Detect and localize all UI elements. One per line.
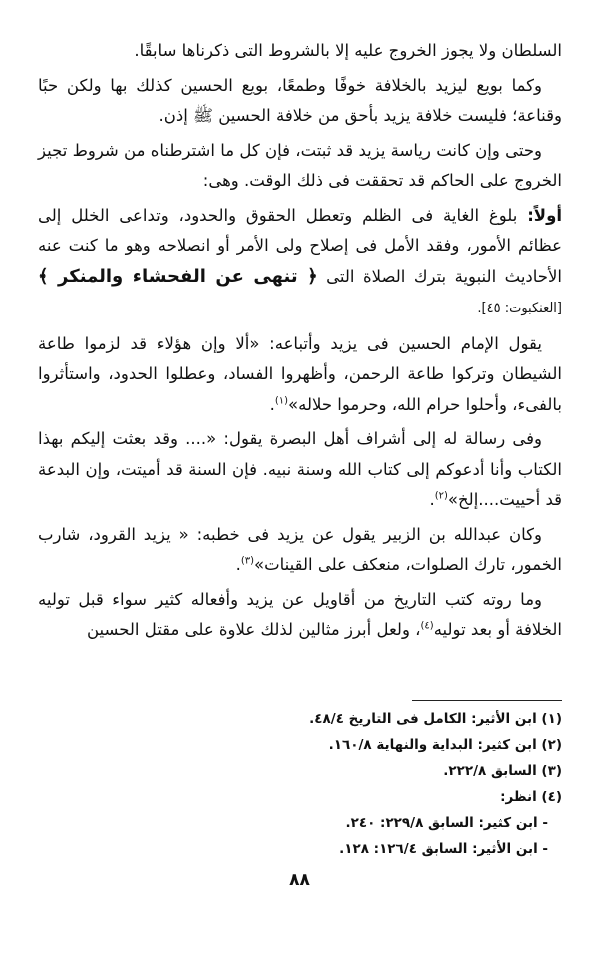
zubair-text: وكان عبدالله بن الزبير يقول عن يزيد فى خطبه: « يزيد القرود، شارب الخمور، تارك الصلوات، منعكف على القينات»: [38, 524, 562, 574]
history-text-1: وما روته كتب التاريخ من أقاويل عن يزيد وأفعاله كثير سواء قبل توليه الخلافة أو بعد توليه: [38, 589, 562, 639]
period: .: [429, 490, 435, 509]
period: .: [269, 394, 275, 414]
basra-letter-text: وفى رسالة له إلى أشراف أهل البصرة يقول: «.... وقد بعثت إليكم بهذا الكتاب وأنا أدعوكم إلى كتاب الله وسنة نبيه. فإن السنة قد أميتت، وإن البدعة قد أحييت....إلخ»: [38, 429, 562, 509]
footnote-marker-4: (٤): [420, 620, 434, 632]
footnotes: [38, 706, 562, 862]
footnote-divider: [412, 700, 562, 701]
hussein-quote-text: يقول الإمام الحسين فى يزيد وأتباعه: «ألا وإن هؤلاء قد لزموا طاعة الشيطان وتركوا طاعة الرحمن، وأظهروا الفساد، وعطلوا الحدود، واستأثروا بالفىء، وأحلوا حرام الله، وحرموا حلاله»: [38, 333, 562, 414]
paragraph-history-books: [38, 585, 562, 646]
paragraph-first-condition: [38, 201, 562, 325]
period: .: [235, 555, 241, 574]
paragraph-continuation: السلطان ولا يجوز الخروج عليه إلا بالشروط التى ذكرناها سابقًا.: [134, 41, 562, 60]
paragraph-zubair: [38, 520, 562, 581]
footnote-1: (١) ابن الأثير: الكامل فى التاريخ ٤٨/٤.: [309, 711, 562, 727]
footnote-4: (٤) انظر:: [500, 789, 562, 805]
footnote-4-sub-1: - ابن كثير: السابق ٢٢٩/٨: ٢٤٠.: [345, 815, 548, 831]
first-label: أولاً:: [527, 205, 562, 225]
paragraph-hussein-quote: [38, 329, 562, 421]
footnote-2: (٢) ابن كثير: البداية والنهاية ١٦٠/٨.: [328, 737, 562, 753]
footnote-3: (٣) السابق ٢٢٢/٨.: [443, 763, 562, 779]
first-text: بلوغ الغاية فى الظلم وتعطل الحقوق والحدود، وتداعى الخلل إلى عظائم الأمور، وفقد الأمل فى إصلاح ولى الأمر أو انصلاحه وهو ما كنت عنه الأحاديث النبوية بترك الصلاة التى: [38, 205, 562, 286]
paragraph-basra-letter: [38, 424, 562, 516]
paragraph-conditions: وحتى وإن كانت رياسة يزيد قد ثبتت، فإن كل ما اشترطناه من شروط تجيز الخروج على الحاكم قد تحققت فى ذلك الوقت. وهى:: [38, 140, 562, 190]
paragraph-bay-a: وكما بويع ليزيد بالخلافة خوفًا وطمعًا، بويع الحسين كذلك بها ولكن حبًا وقناعة؛ فليست خلافة يزيد بأحق من خلافة الحسين ﷺ إذن.: [38, 75, 562, 125]
history-text-2: ، ولعل أبرز مثالين لذلك علاوة على مقتل الحسين: [86, 620, 421, 639]
page-number: ٨٨: [289, 870, 310, 890]
footnote-marker-2: (٢): [434, 490, 448, 502]
quran-verse: ﴿ تنهى عن الفحشاء والمنكر ﴾: [38, 265, 318, 287]
main-text: [38, 36, 562, 650]
quran-reference: [العنكبوت: ٤٥].: [477, 301, 562, 316]
footnote-marker-1: (١): [274, 395, 289, 406]
footnote-4-sub-2: - ابن الأثير: السابق ١٢٦/٤: ١٢٨.: [339, 841, 548, 857]
footnote-marker-3: (٣): [240, 555, 255, 567]
